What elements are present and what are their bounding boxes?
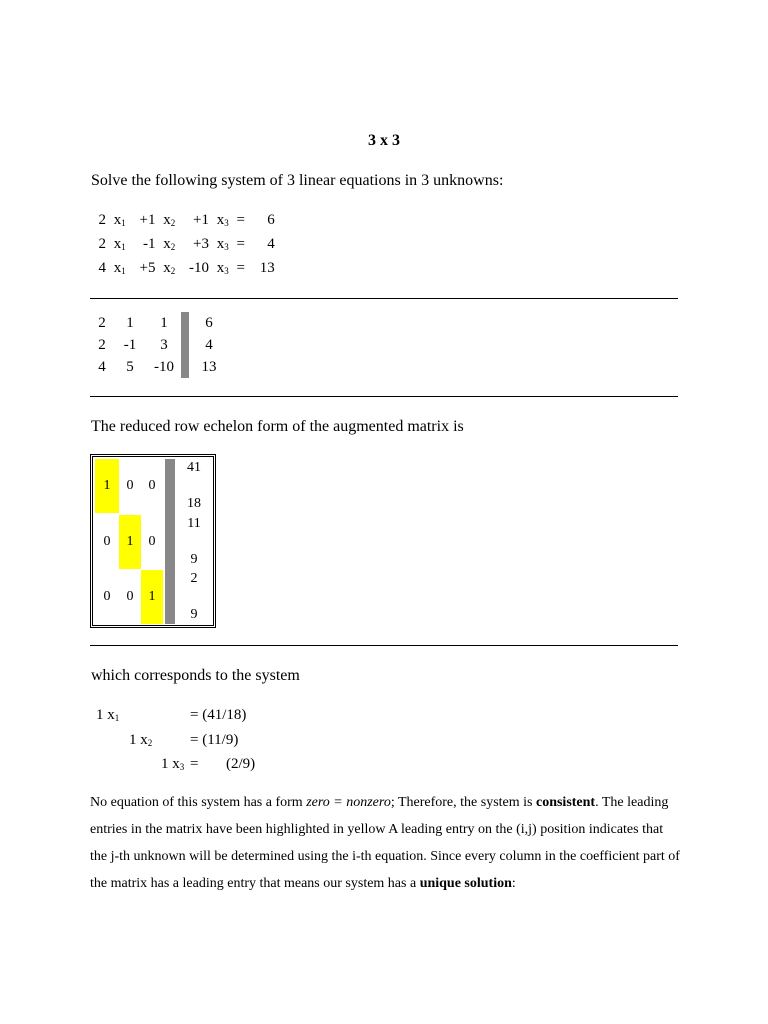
consistent-emphasis: consistent xyxy=(535,795,596,810)
rref-cell: 0 xyxy=(103,589,111,604)
eq1-equals: = xyxy=(236,212,245,228)
augmented-row-1 xyxy=(91,312,229,334)
eq2-x3: $x_3$ xyxy=(216,236,229,252)
rref-matrix xyxy=(90,454,216,628)
sol1-value: = (41/18) xyxy=(190,707,247,723)
rref-cell: 0 xyxy=(148,478,156,493)
solution-row-2 xyxy=(129,732,152,749)
aug-cell: 2 xyxy=(98,336,106,353)
eq3-x2: $x_2$ xyxy=(163,260,176,276)
eq1-c2: +1 xyxy=(139,212,156,228)
aug-cell: 4 xyxy=(98,358,106,375)
augment-separator xyxy=(181,312,189,378)
rref-cell: 0 xyxy=(148,534,156,549)
rref-cell: 0 xyxy=(126,589,134,604)
eq2-equals: = xyxy=(236,236,245,252)
aug-cell: 1 xyxy=(160,314,168,331)
aug-cell: -1 xyxy=(123,336,137,353)
eq2-x2: $x_2$ xyxy=(163,236,176,252)
rref-augment-separator xyxy=(165,459,175,624)
eq3-equals: = xyxy=(236,260,245,276)
rref-cell-leading: 1 xyxy=(95,459,119,513)
augmented-matrix xyxy=(91,312,229,378)
rref-rhs-den: 18 xyxy=(187,496,201,511)
corresponds-text: which corresponds to the system xyxy=(91,667,300,684)
sol1-var: $x_1$ xyxy=(107,707,120,723)
eq2-c3: +3 xyxy=(193,236,209,252)
eq3-x1: $x_1$ xyxy=(113,260,126,276)
rref-rhs-num: 41 xyxy=(187,460,201,475)
equation-2 xyxy=(96,236,275,253)
eq2-x1: $x_1$ xyxy=(113,236,126,252)
aug-cell: 6 xyxy=(205,314,213,331)
eq3-c3: -10 xyxy=(189,260,209,276)
rref-intro: The reduced row echelon form of the augmented matrix is xyxy=(91,418,464,435)
rref-rhs-num: 11 xyxy=(187,516,201,531)
rref-cell: 0 xyxy=(103,534,111,549)
aug-cell: -10 xyxy=(154,358,174,375)
eq1-rhs: 6 xyxy=(267,212,275,228)
eq3-x3: $x_3$ xyxy=(216,260,229,276)
rref-rhs-num: 2 xyxy=(190,571,198,586)
page-title: 3 x 3 xyxy=(368,132,400,149)
augmented-row-3 xyxy=(91,356,229,378)
rref-rhs-den: 9 xyxy=(190,552,198,567)
eq3-c1: 4 xyxy=(98,260,106,276)
aug-cell: 4 xyxy=(205,336,213,353)
sol2-coef: 1 xyxy=(129,732,137,748)
aug-cell: 13 xyxy=(201,358,217,375)
intro-text: Solve the following system of 3 linear equations in 3 unknowns: xyxy=(91,172,504,189)
aug-cell: 2 xyxy=(98,314,106,331)
eq2-c2: -1 xyxy=(143,236,156,252)
rref-cell-leading: 1 xyxy=(119,515,141,569)
solution-row-3 xyxy=(161,756,198,773)
eq1-x2: $x_2$ xyxy=(163,212,176,228)
eq3-rhs: 13 xyxy=(259,260,275,276)
sol3-var: $x_3$ xyxy=(172,756,185,772)
sol3-equals: = xyxy=(190,756,199,772)
divider-3 xyxy=(90,645,678,646)
eq3-c2: +5 xyxy=(139,260,156,276)
aug-cell: 1 xyxy=(126,314,134,331)
sol2-value: = (11/9) xyxy=(190,732,239,748)
eq1-x3: $x_3$ xyxy=(216,212,229,228)
aug-cell: 3 xyxy=(160,336,168,353)
solution-row-1 xyxy=(96,707,119,724)
aug-cell: 5 xyxy=(126,358,134,375)
augmented-row-2 xyxy=(91,334,229,356)
eq2-c1: 2 xyxy=(98,236,106,252)
unique-solution-emphasis: unique solution xyxy=(419,876,512,891)
divider-1 xyxy=(90,298,678,299)
eq1-c1: 2 xyxy=(98,212,106,228)
sol3-coef: 1 xyxy=(161,756,169,772)
rref-cell-leading: 1 xyxy=(141,570,163,624)
eq1-x1: $x_1$ xyxy=(113,212,126,228)
divider-2 xyxy=(90,396,678,397)
sol3-value: (2/9) xyxy=(226,756,256,772)
sol2-var: $x_2$ xyxy=(140,732,153,748)
equation-3 xyxy=(96,260,275,277)
rref-cell: 0 xyxy=(126,478,134,493)
eq1-c3: +1 xyxy=(193,212,209,228)
sol1-coef: 1 xyxy=(96,707,104,723)
zero-nonzero-emphasis: zero = nonzero xyxy=(306,795,391,810)
equation-1 xyxy=(96,212,275,229)
eq2-rhs: 4 xyxy=(267,236,275,252)
rref-rhs-den: 9 xyxy=(190,607,198,622)
explanation-paragraph: No equation of this system has a form zero = nonzero; Therefore, the system is consistent. The leading entries in the matrix have been highlighted in yellow A leading entry on the (i,j) position indicates that the j-th unknown will be determined using the i-th equation. Since every column in the coefficient part of the matrix has a leading entry that means our system has a unique solution: xyxy=(90,795,680,891)
